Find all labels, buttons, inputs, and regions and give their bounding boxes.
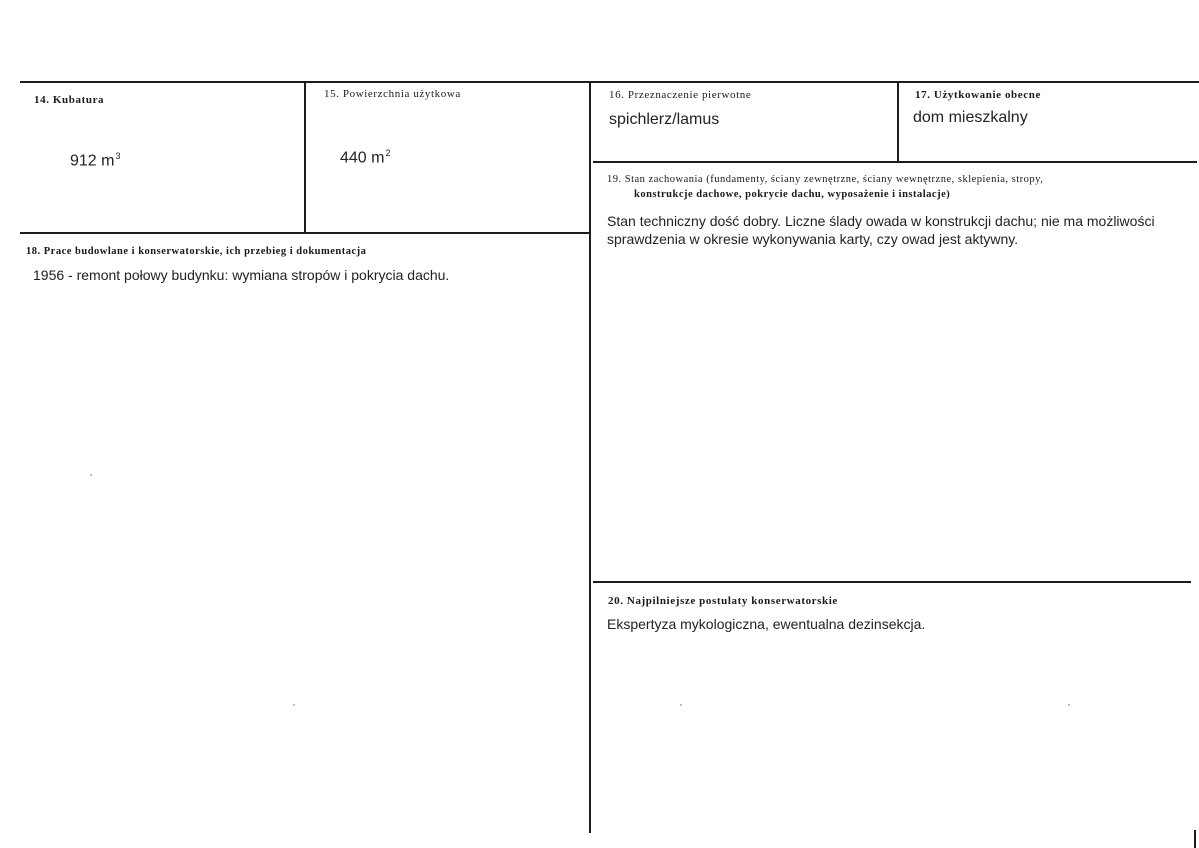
postulaty-label: 20. Najpilniejsze postulaty konserwatorskie — [608, 595, 838, 607]
stan-label-line1: 19. Stan zachowania (fundamenty, ściany zewnętrzne, ściany wewnętrzne, sklepienia, stropy, — [607, 174, 1044, 185]
scan-speck — [90, 474, 92, 476]
powierzchnia-value — [340, 148, 390, 167]
kubatura-number: 912 m — [70, 152, 115, 170]
stan-label-line2: konstrukcje dachowe, pokrycie dachu, wyposażenie i instalacje) — [634, 189, 951, 200]
scan-speck — [1068, 704, 1070, 706]
uzytkowanie-value: dom mieszkalny — [913, 109, 1028, 126]
uzytkowanie-label: 17. Użytkowanie obecne — [915, 89, 1041, 101]
scan-speck — [293, 704, 295, 706]
powierzchnia-unit-exponent: 2 — [385, 148, 391, 158]
prace-value: 1956 - remont połowy budynku: wymiana stropów i pokrycia dachu. — [33, 267, 450, 283]
rule-above-20 — [593, 581, 1191, 583]
prace-label: 18. Prace budowlane i konserwatorskie, ich przebieg i dokumentacja — [26, 246, 367, 257]
rule-under-14-15 — [20, 232, 591, 234]
powierzchnia-number: 440 m — [340, 149, 385, 167]
powierzchnia-label: 15. Powierzchnia użytkowa — [324, 88, 461, 100]
page-edge-mark — [1194, 830, 1196, 848]
divider-16-17 — [897, 81, 899, 163]
stan-value-line2: sprawdzenia w okresie wykonywania karty, czy owad jest aktywny. — [607, 231, 1019, 247]
przeznaczenie-label: 16. Przeznaczenie pierwotne — [609, 89, 752, 101]
kubatura-value — [70, 151, 120, 170]
top-rule — [20, 81, 1199, 83]
divider-14-15 — [304, 81, 306, 233]
rule-under-16-17 — [593, 161, 1197, 163]
divider-left-right — [589, 81, 591, 833]
scan-speck — [680, 704, 682, 706]
kubatura-label: 14. Kubatura — [34, 94, 105, 106]
kubatura-unit-exponent: 3 — [115, 151, 121, 161]
przeznaczenie-value: spichlerz/lamus — [609, 111, 720, 128]
postulaty-value: Ekspertyza mykologiczna, ewentualna dezinsekcja. — [607, 616, 926, 632]
stan-value-line1: Stan techniczny dość dobry. Liczne ślady owada w konstrukcji dachu; nie ma możliwości — [607, 213, 1155, 229]
